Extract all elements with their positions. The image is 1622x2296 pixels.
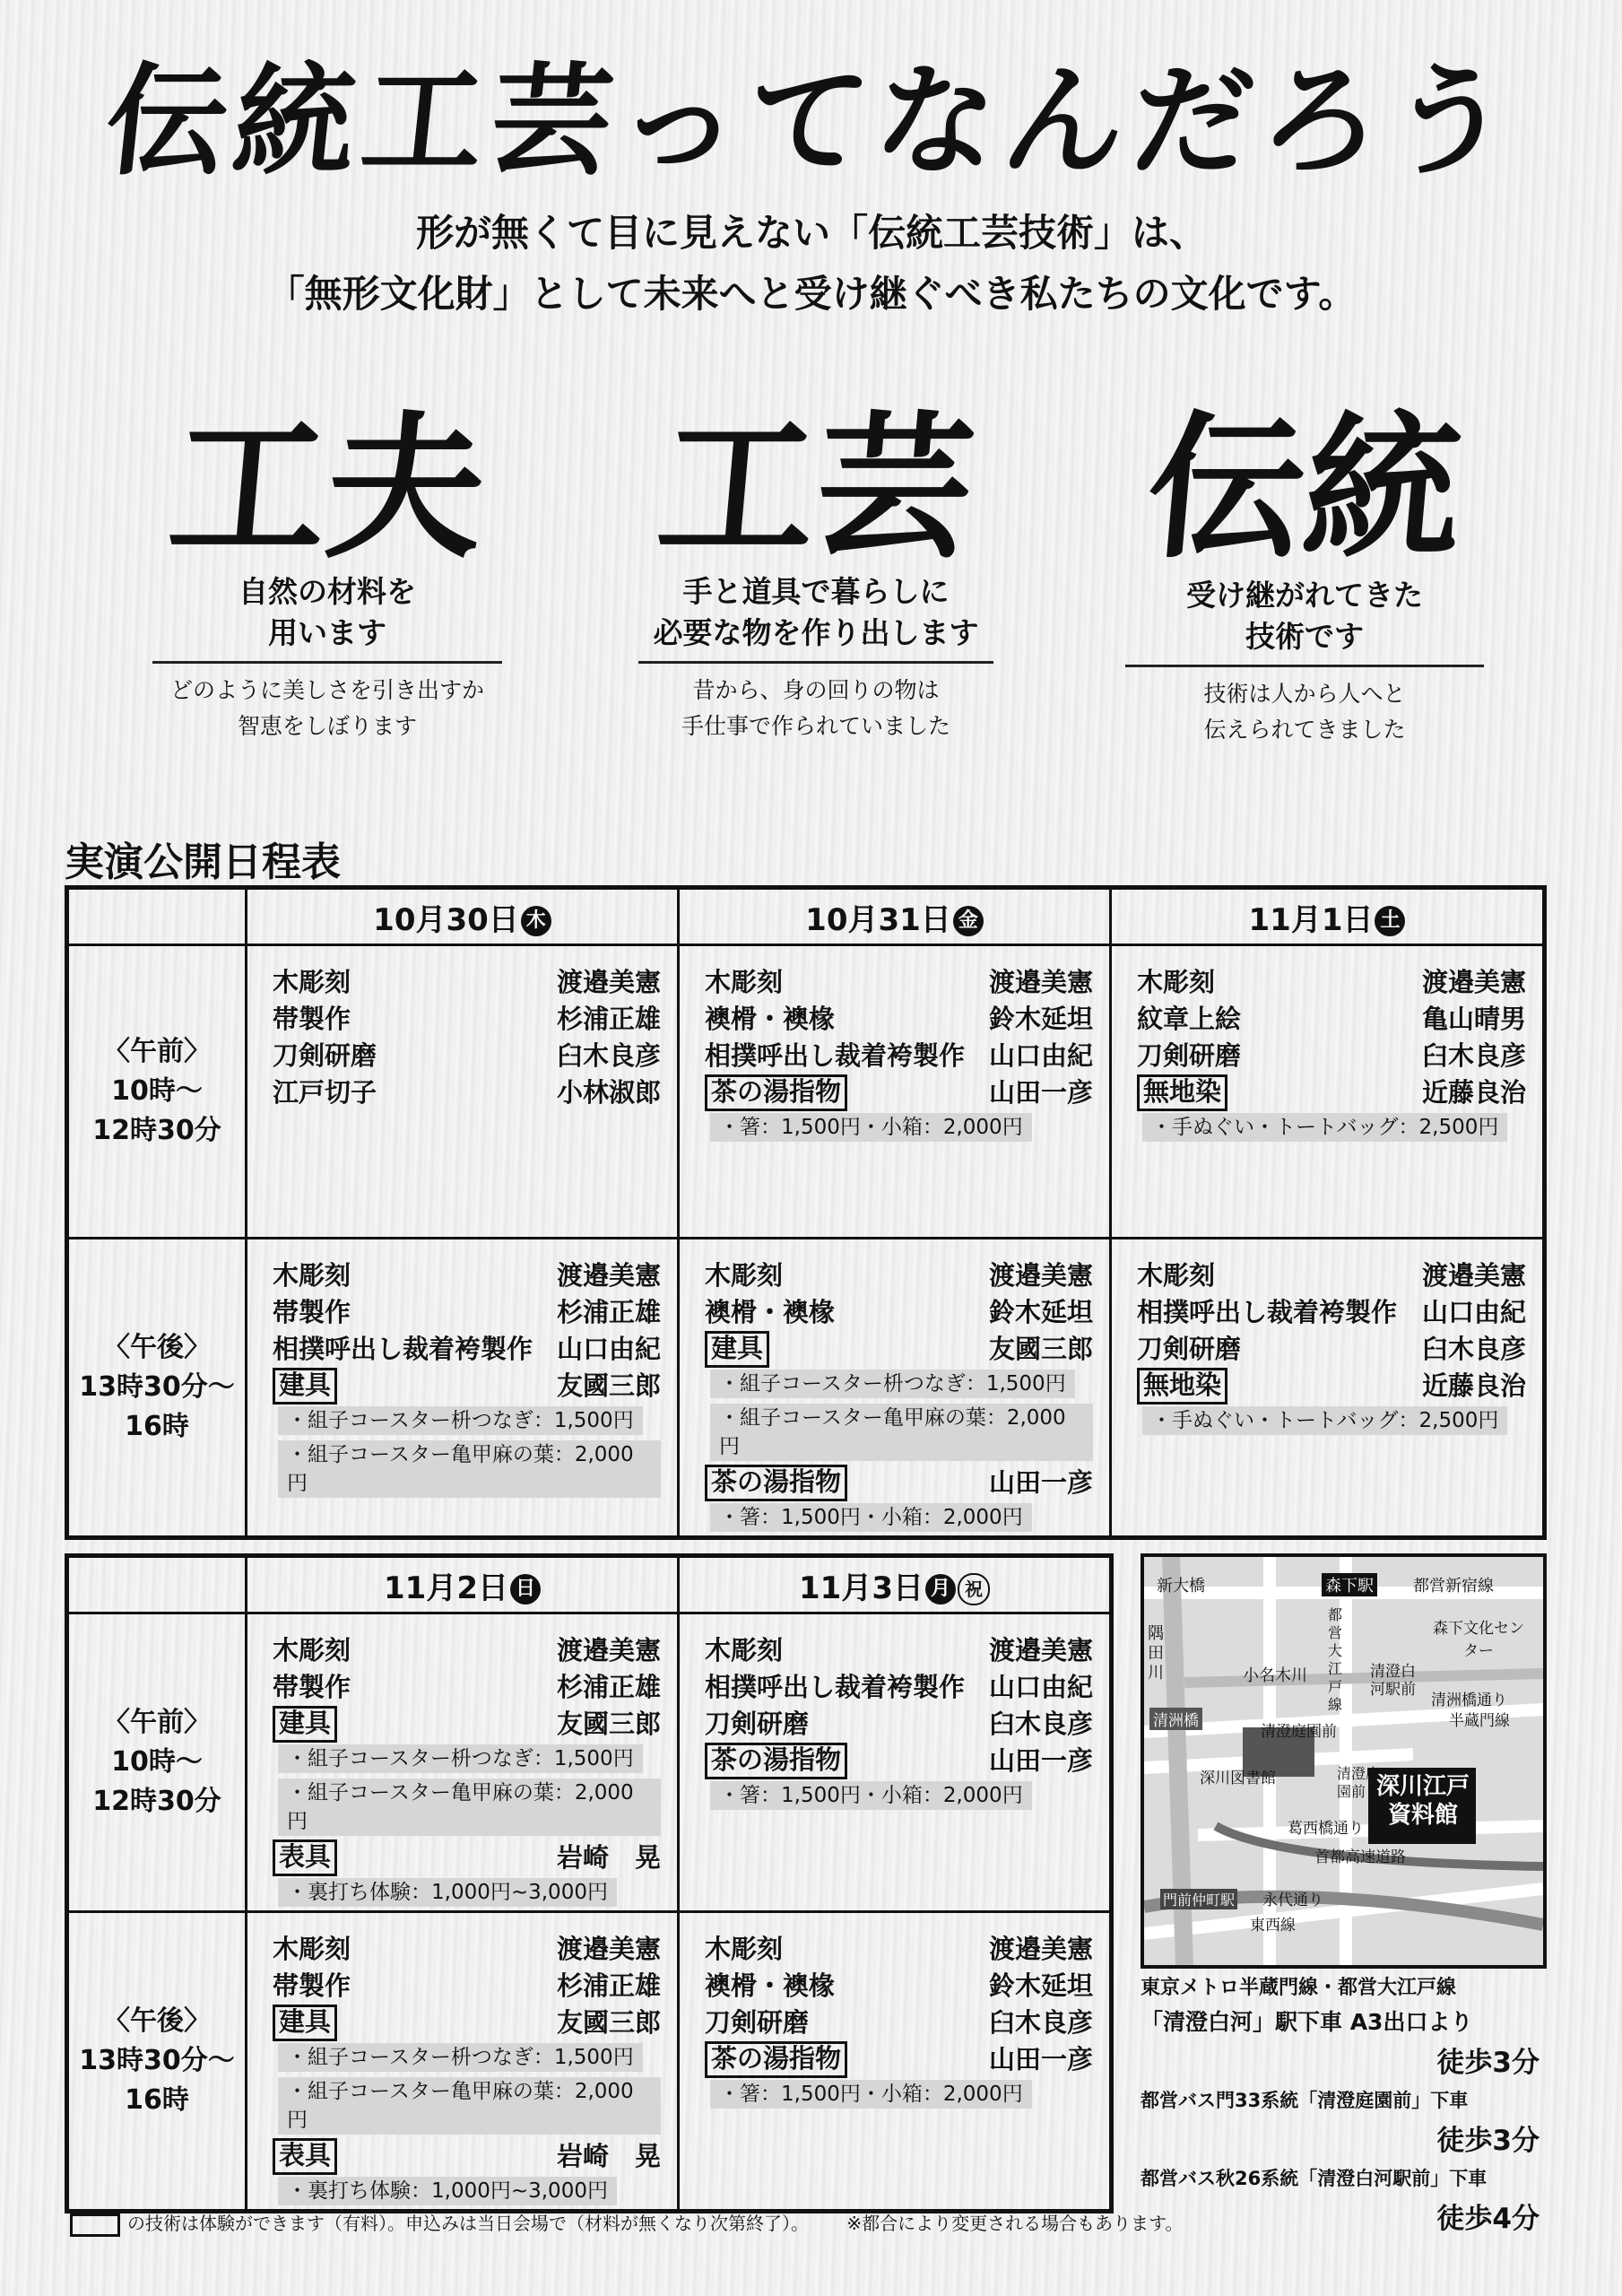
date-header: 11月3日 月 祝 — [679, 1556, 1112, 1613]
map-label: 清澄白河駅前 — [1370, 1663, 1416, 1699]
price-note: ・組子コースター枡つなぎ：1,500円 — [278, 2043, 643, 2072]
pillar-kanji: 工夫 — [162, 396, 493, 580]
price-note: ・手ぬぐい・トートバッグ：2,500円 — [1142, 1406, 1507, 1435]
pillar-detail: 技術は人から人へと — [1203, 681, 1406, 707]
pillar-detail: 智恵をしぼります — [237, 713, 417, 739]
pillar-kogei — [628, 396, 1004, 744]
pillar-caption: 自然の材料を — [239, 574, 416, 609]
date-header: 10月30日 木 — [247, 888, 679, 945]
pillar-caption: 必要な物を作り出します — [653, 615, 979, 650]
map-label: 深川図書館 — [1200, 1770, 1276, 1787]
price-note: ・箸：1,500円・小箱：2,000円 — [710, 1781, 1032, 1810]
pm-label: 〈午後〉 13時30分～ 16時 — [67, 1239, 247, 1538]
map-label: 森下文化センター — [1433, 1620, 1524, 1660]
walk-time: 徒歩4分 — [1436, 2203, 1540, 2235]
corner-cell — [67, 888, 247, 945]
pillar-dento — [1107, 396, 1502, 748]
price-note: ・裏打ち体験：1,000円~3,000円 — [278, 1878, 617, 1907]
schedule-cell: 木彫刻 渡邉美憲 襖榾・襖椽 鈴木延坦 相撲呼出し裁着袴製作 山口由紀 茶の湯指物 山田一彦 ・箸：1,500円・小箱：2,000円 — [679, 945, 1111, 1239]
map-label: 永代通り — [1262, 1892, 1323, 1909]
access-text: 都営バス秋26系統「清澄白河駅前」下車 — [1141, 2168, 1488, 2189]
intro-line-2: 「無形文化財」として未来へと受け継ぐべき私たちの文化です。 — [266, 272, 1357, 316]
schedule-cell: 木彫刻 渡邉美憲 相撲呼出し裁着袴製作 山口由紀 刀剣研磨 臼木良彦 無地染 近藤良治 ・手ぬぐい・トートバッグ：2,500円 — [1111, 1239, 1545, 1538]
pillar-detail: どのように美しさを引き出すか — [169, 677, 484, 703]
price-note: ・箸：1,500円・小箱：2,000円 — [710, 1503, 1032, 1532]
map-label: 半蔵門線 — [1449, 1712, 1510, 1730]
experience-craft: 茶の湯指物 — [705, 1743, 847, 1779]
pillar-caption: 受け継がれてきた — [1186, 578, 1423, 613]
price-note: ・箸：1,500円・小箱：2,000円 — [710, 1113, 1032, 1142]
map-label: 清洲橋 — [1149, 1708, 1202, 1730]
footer-legend: の技術は体験ができます（有料）。申込みは当日会場で（材料が無くなり次第終了）。 ※都合により変更される場合もあります。 — [70, 2209, 1184, 2237]
holiday-badge: 祝 — [958, 1573, 990, 1605]
schedule-cell: 木彫刻 渡邉美憲 帯製作 杉浦正雄 相撲呼出し裁着袴製作 山口由紀 建具 友國三郎 ・組子コースター枡つなぎ：1,500円 ・組子コースター亀甲麻の葉：2,000円 — [247, 1239, 679, 1538]
pillar-kanji: 工芸 — [651, 396, 982, 580]
map-label: 門前仲町駅 — [1160, 1889, 1237, 1909]
access-info — [1141, 1971, 1540, 2236]
price-note: ・組子コースター枡つなぎ：1,500円 — [278, 1744, 643, 1773]
pillar-caption: 手と道具で暮らしに — [682, 574, 950, 609]
price-note: ・組子コースター亀甲麻の葉：2,000円 — [710, 1404, 1093, 1461]
map-label: 清澄庭園前 — [1337, 1765, 1381, 1800]
price-note: ・組子コースター亀甲麻の葉：2,000円 — [278, 1779, 661, 1836]
schedule-title: 実演公開日程表 — [65, 839, 341, 885]
date-header: 11月1日 土 — [1111, 888, 1545, 945]
access-text: 都営バス門33系統「清澄庭園前」下車 — [1141, 2090, 1469, 2111]
experience-craft: 茶の湯指物 — [705, 2041, 847, 2078]
experience-craft: 建具 — [273, 2005, 337, 2041]
divider — [638, 661, 993, 664]
experience-craft: 建具 — [273, 1368, 337, 1405]
pm-label: 〈午後〉 13時30分～ 16時 — [67, 1912, 247, 2212]
am-label: 〈午前〉 10時～ 12時30分 — [67, 945, 247, 1239]
access-text: 「清澄白河」駅下車 A3出口より — [1141, 2009, 1473, 2035]
experience-craft: 茶の湯指物 — [705, 1465, 847, 1501]
pillar-detail: 昔から、身の回りの物は — [692, 677, 940, 703]
schedule-table-1 — [65, 885, 1547, 1540]
schedule-cell: 木彫刻 渡邉美憲 紋章上絵 亀山晴男 刀剣研磨 臼木良彦 無地染 近藤良治 ・手ぬぐい・トートバッグ：2,500円 — [1111, 945, 1545, 1239]
weekday-badge: 金 — [953, 906, 984, 936]
walk-time: 徒歩3分 — [1436, 2047, 1540, 2079]
map-label: 隅田川 — [1148, 1624, 1164, 1683]
walk-time: 徒歩3分 — [1436, 2125, 1540, 2157]
experience-craft: 無地染 — [1137, 1074, 1227, 1111]
map-label: 都営新宿線 — [1413, 1577, 1494, 1596]
am-label: 〈午前〉 10時～ 12時30分 — [67, 1613, 247, 1912]
experience-craft: 建具 — [705, 1331, 769, 1368]
pillar-detail: 手仕事で作られていました — [681, 713, 950, 739]
pillar-caption: 技術です — [1245, 619, 1364, 654]
map-label: 清洲橋通り — [1431, 1692, 1507, 1709]
map-label: 森下駅 — [1322, 1573, 1377, 1596]
price-note: ・箸：1,500円・小箱：2,000円 — [710, 2080, 1032, 2109]
page-title: 伝統工芸ってなんだろう — [99, 49, 1524, 192]
pillar-kanji: 伝統 — [1140, 396, 1470, 580]
map-label: 東西線 — [1250, 1917, 1296, 1935]
price-note: ・組子コースター枡つなぎ：1,500円 — [710, 1370, 1075, 1398]
weekday-badge: 木 — [521, 906, 551, 936]
price-note: ・手ぬぐい・トートバッグ：2,500円 — [1142, 1113, 1507, 1142]
price-note: ・組子コースター枡つなぎ：1,500円 — [278, 1406, 643, 1435]
pillar-kufu — [134, 396, 520, 744]
date-header: 11月2日 日 — [247, 1556, 679, 1613]
access-text: 東京メトロ半蔵門線・都営大江戸線 — [1141, 1977, 1457, 1999]
intro-line-1: 形が無くて目に見えない「伝統工芸技術」は、 — [415, 211, 1207, 255]
price-note: ・組子コースター亀甲麻の葉：2,000円 — [278, 1440, 661, 1498]
map-label: 清澄庭園前 — [1261, 1723, 1337, 1741]
map-label: 首都高速道路 — [1314, 1848, 1406, 1866]
experience-craft: 建具 — [273, 1706, 337, 1743]
weekday-badge: 日 — [510, 1574, 541, 1605]
pillar-caption: 用います — [268, 615, 386, 650]
weekday-badge: 土 — [1375, 906, 1405, 936]
divider — [152, 661, 502, 664]
map-label: 小名木川 — [1243, 1666, 1307, 1685]
schedule-cell: 木彫刻 渡邉美憲 襖榾・襖椽 鈴木延坦 刀剣研磨 臼木良彦 茶の湯指物 山田一彦 ・箸：1,500円・小箱：2,000円 — [679, 1912, 1112, 2212]
schedule-cell: 木彫刻 渡邉美憲 帯製作 杉浦正雄 建具 友國三郎 ・組子コースター枡つなぎ：1,500円 ・組子コースター亀甲麻の葉：2,000円 表具 岩崎 晃 ・裏打ち体験：1,000円~3,000円 — [247, 1613, 679, 1912]
experience-craft: 表具 — [273, 1839, 337, 1876]
weekday-badge: 月 — [925, 1574, 956, 1605]
corner-cell — [67, 1556, 247, 1613]
map-label: 新大橋 — [1157, 1577, 1205, 1596]
access-map — [1141, 1553, 1547, 1969]
schedule-cell: 木彫刻 渡邉美憲 襖榾・襖椽 鈴木延坦 建具 友國三郎 ・組子コースター枡つなぎ：1,500円 ・組子コースター亀甲麻の葉：2,000円 茶の湯指物 山田一彦 ・箸：1,500円・小箱：2,000円 — [679, 1239, 1111, 1538]
experience-craft: 表具 — [273, 2138, 337, 2175]
price-note: ・組子コースター亀甲麻の葉：2,000円 — [278, 2077, 661, 2135]
experience-craft: 茶の湯指物 — [705, 1074, 847, 1111]
experience-craft: 無地染 — [1137, 1368, 1227, 1405]
schedule-cell: 木彫刻 渡邉美憲 帯製作 杉浦正雄 刀剣研磨 臼木良彦 江戸切子 小林淑郎 — [247, 945, 679, 1239]
legend-box-icon — [70, 2213, 120, 2237]
destination-label: 深川江戸資料館 — [1375, 1773, 1470, 1829]
pillar-detail: 伝えられてきました — [1203, 717, 1406, 743]
divider — [1125, 665, 1484, 667]
price-note: ・裏打ち体験：1,000円~3,000円 — [278, 2177, 617, 2205]
map-label: 葛西橋通り — [1288, 1820, 1364, 1838]
footer-note: ※都合により変更される場合もあります。 — [846, 2213, 1184, 2234]
map-label: 都営大江戸線 — [1328, 1606, 1343, 1713]
date-header: 10月31日 金 — [679, 888, 1111, 945]
schedule-table-2 — [65, 1553, 1114, 2213]
schedule-cell: 木彫刻 渡邉美憲 相撲呼出し裁着袴製作 山口由紀 刀剣研磨 臼木良彦 茶の湯指物 山田一彦 ・箸：1,500円・小箱：2,000円 — [679, 1613, 1112, 1912]
schedule-cell: 木彫刻 渡邉美憲 帯製作 杉浦正雄 建具 友國三郎 ・組子コースター枡つなぎ：1,500円 ・組子コースター亀甲麻の葉：2,000円 表具 岩崎 晃 ・裏打ち体験：1,000円~3,000円 — [247, 1912, 679, 2212]
